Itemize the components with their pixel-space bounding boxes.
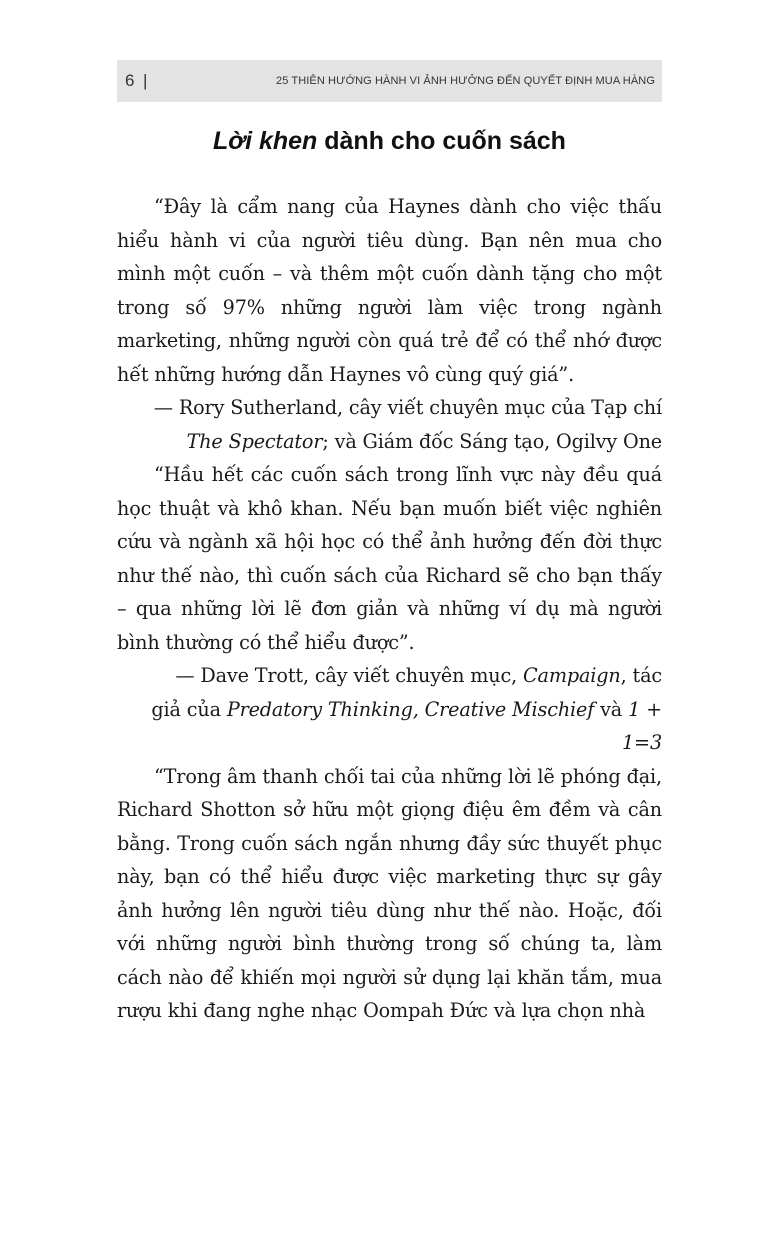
attribution-book: 1 + 1=3 <box>621 697 662 754</box>
attribution-publication: Campaign <box>523 664 621 687</box>
quote-attribution-1: — Rory Sutherland, cây viết chuyên mục của Tạp chí The Spectator; và Giám đốc Sáng tạo, Ogilvy One <box>153 396 662 453</box>
quote-attribution-2: — Dave Trott, cây viết chuyên mục, Campaign, tác giả của Predatory Thinking, Creative Mischief và 1 + 1=3 <box>151 664 662 754</box>
quote-paragraph-1: “Đây là cẩm nang của Haynes dành cho việc thấu hiểu hành vi của người tiêu dùng. Bạn nên mua cho mình một cuốn – và thêm một cuốn dành tặng cho một trong số 97% những người làm việc trong ngành marketing, những người còn quá trẻ để có thể nhớ được hết những hướng dẫn Haynes vô cùng quý giá”. <box>117 195 662 386</box>
section-title-italic: Lời khen <box>213 127 318 155</box>
attribution-publication: The Spectator <box>186 429 323 453</box>
page-body <box>117 190 662 1028</box>
page-number: 6 | <box>125 71 148 90</box>
attribution-books: Predatory Thinking, Creative Mischief <box>226 697 595 721</box>
running-title: 25 THIÊN HƯỚNG HÀNH VI ẢNH HƯỞNG ĐẾN QUYẾT ĐỊNH MUA HÀNG <box>275 75 655 87</box>
section-title-rest: dành cho cuốn sách <box>317 127 566 155</box>
section-title <box>117 127 662 156</box>
header-separator: | <box>142 71 148 90</box>
quote-paragraph-3: “Trong âm thanh chối tai của những lời lẽ phóng đại, Richard Shotton sở hữu một giọng điệu êm đềm và cân bằng. Trong cuốn sách ngắn nhưng đầy sức thuyết phục này, bạn có thể hiểu được việc marketing thực sự gây ảnh hưởng lên người tiêu dùng như thế nào. Hoặc, đối với những người bình thường trong số chúng ta, làm cách nào để khiến mọi người sử dụng lại khăn tắm, mua rượu khi đang nghe nhạc Oompah Đức và lựa chọn nhà <box>117 764 662 1022</box>
running-header <box>117 60 662 102</box>
quote-paragraph-2: “Hầu hết các cuốn sách trong lĩnh vực này đều quá học thuật và khô khan. Nếu bạn muốn biết việc nghiên cứu và ngành xã hội học có thể ảnh hưởng đến đời thực như thế nào, thì cuốn sách của Richard sẽ cho bạn thấy – qua những lời lẽ đơn giản và những ví dụ mà người bình thường có thể hiểu được”. <box>117 463 662 654</box>
